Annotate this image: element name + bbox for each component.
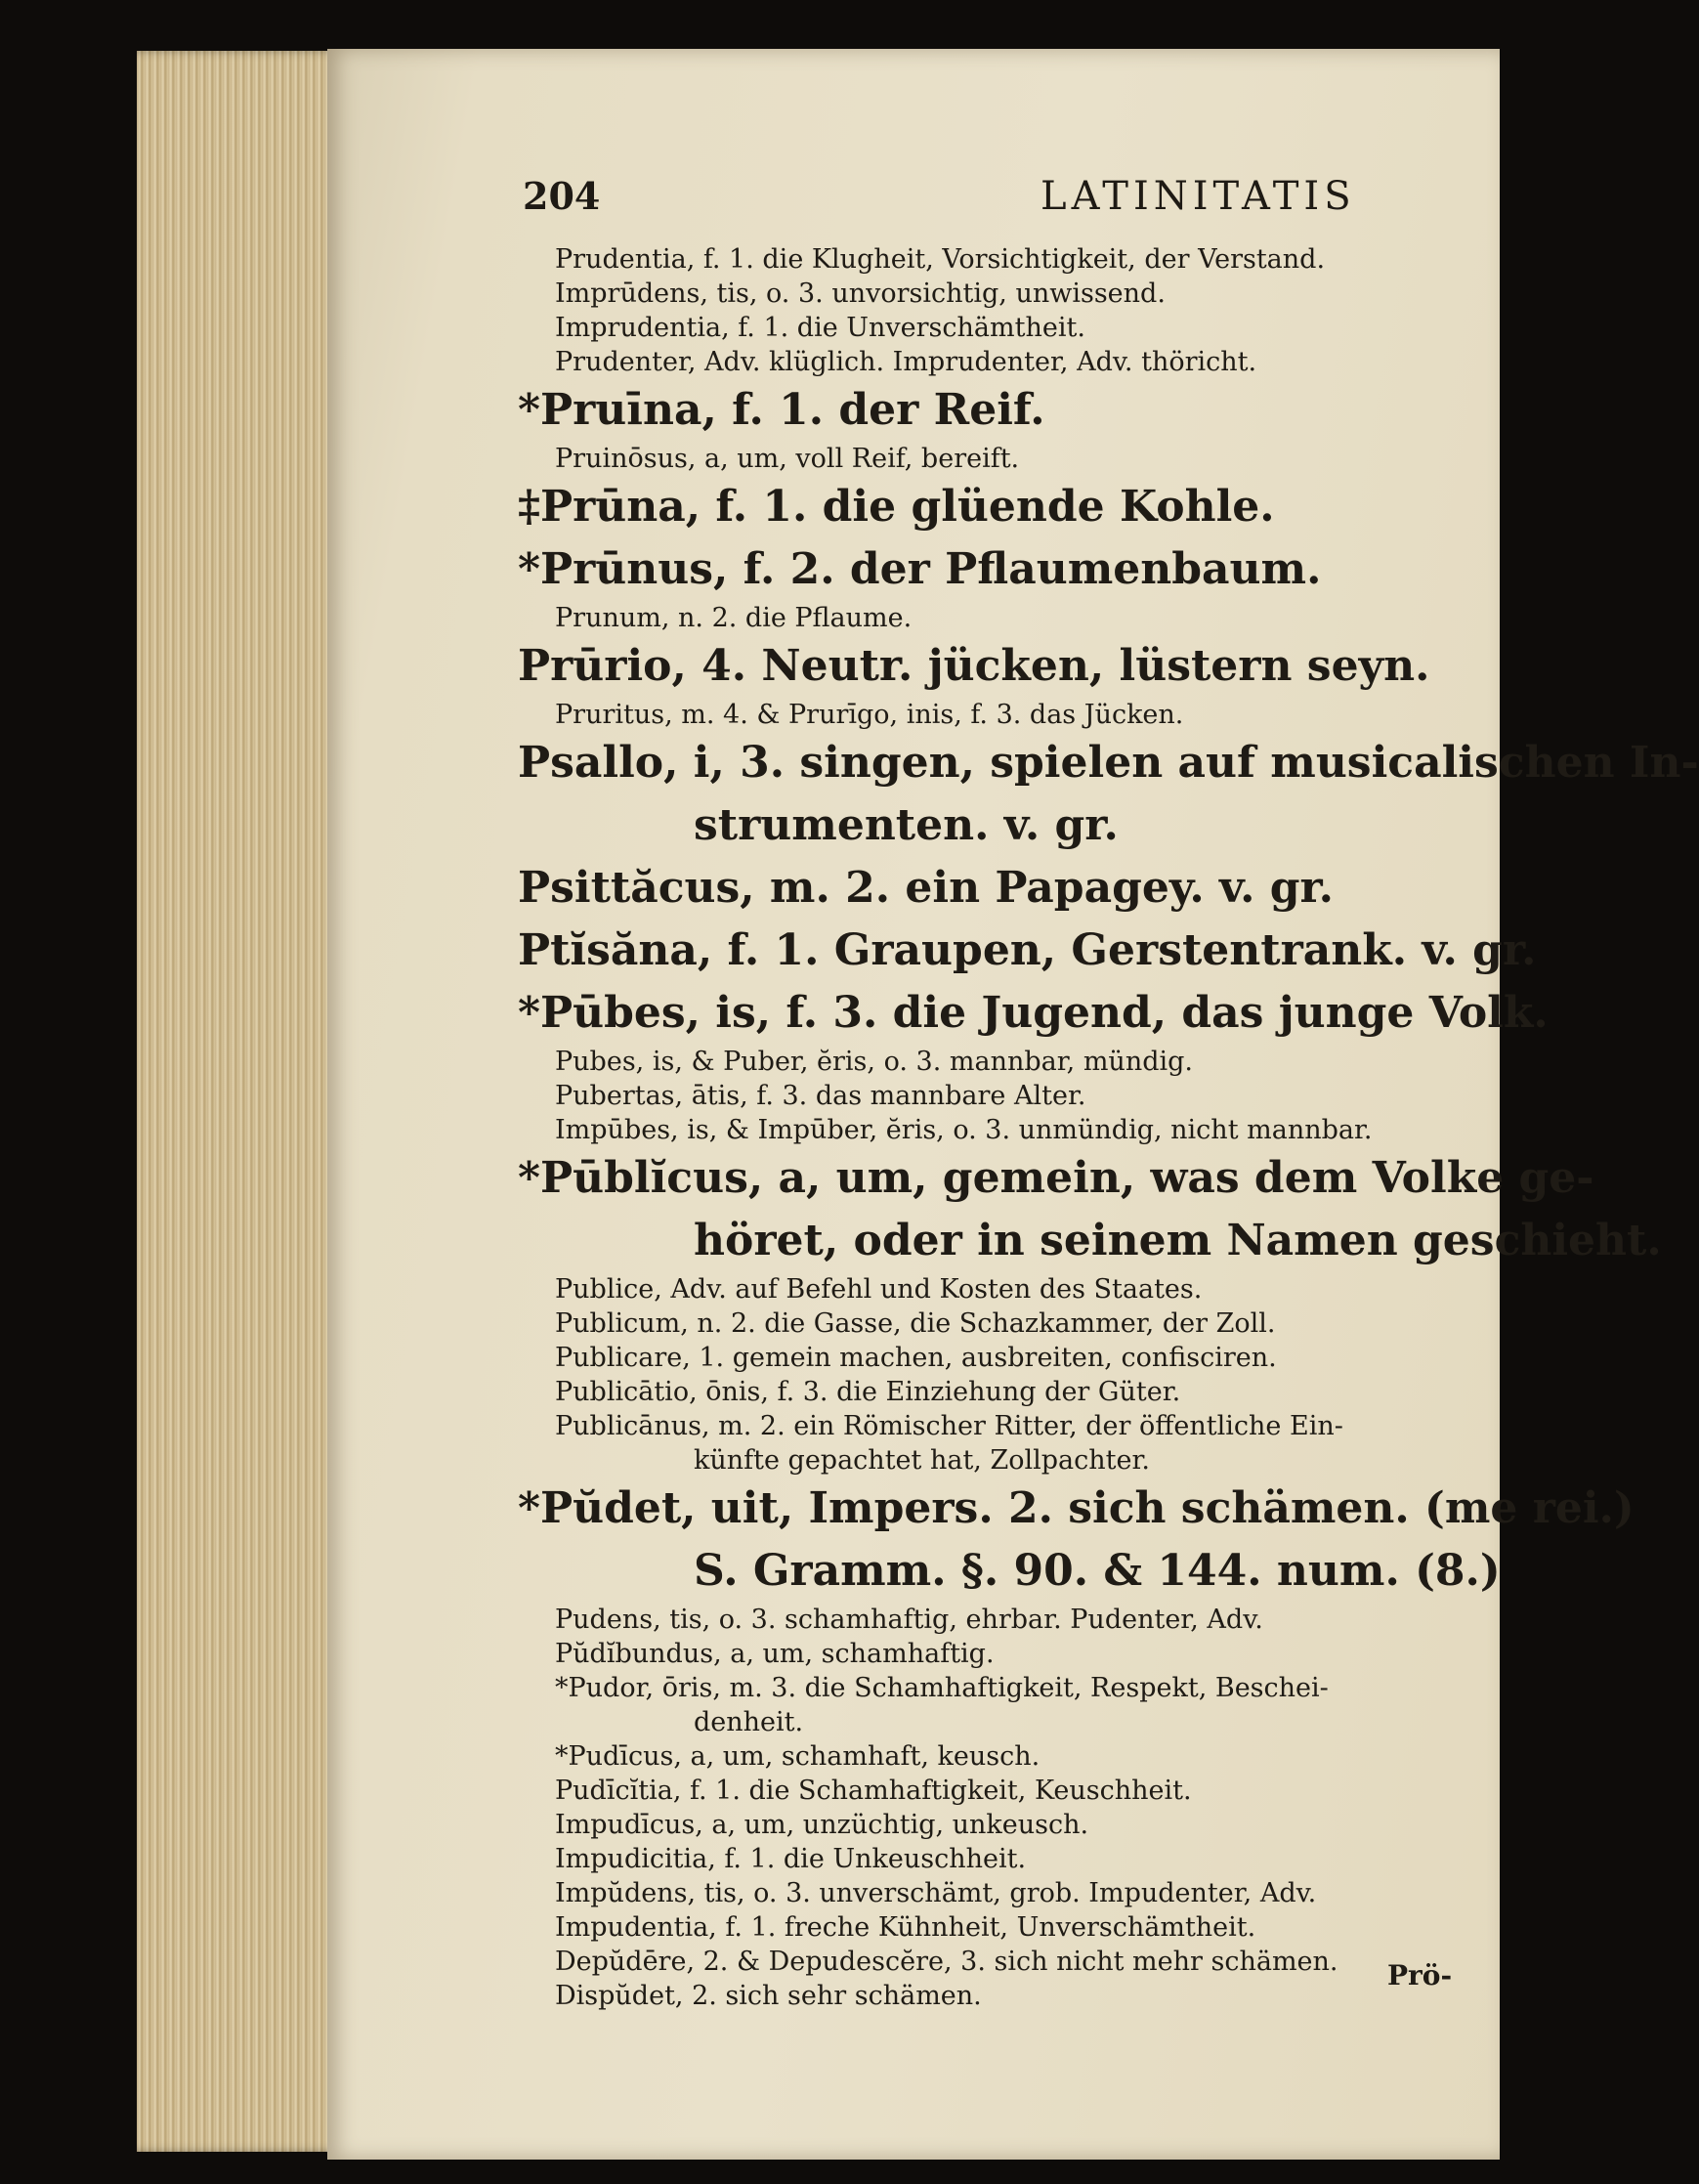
subentry: *Pudor, ōris, m. 3. die Schamhaftigkeit, Respekt, Beschei- (555, 1673, 1329, 1703)
catchword: Prö- (1387, 1959, 1453, 1991)
subentry: Publicum, n. 2. die Gasse, die Schazkammer, der Zoll. (555, 1308, 1276, 1339)
headword-entry: strumenten. v. gr. (694, 800, 1119, 850)
subentry: Prudentia, f. 1. die Klugheit, Vorsichtigkeit, der Verstand. (555, 244, 1326, 275)
subentry: Imprūdens, tis, o. 3. unvorsichtig, unwissend. (555, 278, 1166, 309)
running-head: LATINITATIS (1041, 174, 1356, 219)
headword-entry: Psittăcus, m. 2. ein Papagey. v. gr. (518, 863, 1334, 913)
subentry: Pubes, is, & Puber, ĕris, o. 3. mannbar, mündig. (555, 1047, 1193, 1077)
subentry: Imprudentia, f. 1. die Unverschämtheit. (555, 313, 1085, 343)
page-header (523, 164, 1500, 233)
headword-entry: *Prūnus, f. 2. der Pflaumenbaum. (518, 544, 1322, 594)
headword-entry: höret, oder in seinem Namen geschieht. (694, 1216, 1662, 1265)
subentry: künfte gepachtet hat, Zollpachter. (694, 1445, 1150, 1476)
subentry: Prudenter, Adv. klüglich. Imprudenter, Adv. thöricht. (555, 347, 1257, 377)
subentry: Publicare, 1. gemein machen, ausbreiten, confisciren. (555, 1343, 1277, 1373)
headword-entry: *Pruīna, f. 1. der Reif. (518, 385, 1045, 435)
headword-entry: ‡Prūna, f. 1. die glüende Kohle. (518, 482, 1275, 532)
dictionary-entries (518, 242, 1699, 2013)
subentry: Impudicitia, f. 1. die Unkeuschheit. (555, 1844, 1027, 1874)
subentry: denheit. (694, 1707, 804, 1737)
subentry: Pruritus, m. 4. & Prurīgo, inis, f. 3. das Jücken. (555, 700, 1184, 730)
headword-entry: Psallo, i, 3. singen, spielen auf musicalischen In- (518, 738, 1699, 788)
subentry: Publice, Adv. auf Befehl und Kosten des Staates. (555, 1274, 1203, 1305)
subentry: *Pudīcus, a, um, schamhaft, keusch. (555, 1741, 1041, 1772)
subentry: Impudīcus, a, um, unzüchtig, unkeusch. (555, 1810, 1089, 1840)
headword-entry: Prūrio, 4. Neutr. jücken, lüstern seyn. (518, 641, 1430, 691)
subentry: Prunum, n. 2. die Pflaume. (555, 603, 913, 633)
subentry: Pruinōsus, a, um, voll Reif, bereift. (555, 444, 1020, 474)
subentry: Pŭdĭbundus, a, um, schamhaftig. (555, 1639, 995, 1669)
headword-entry: *Pūblĭcus, a, um, gemein, was dem Volke ge- (518, 1153, 1594, 1203)
subentry: Impŭdens, tis, o. 3. unverschämt, grob. Impudenter, Adv. (555, 1878, 1317, 1908)
page-number: 204 (523, 174, 601, 218)
subentry: Pudīcĭtia, f. 1. die Schamhaftigkeit, Keuschheit. (555, 1776, 1192, 1806)
subentry: Publicātio, ōnis, f. 3. die Einziehung der Güter. (555, 1377, 1181, 1407)
subentry: Pudens, tis, o. 3. schamhaftig, ehrbar. Pudenter, Adv. (555, 1605, 1263, 1635)
subentry: Depŭdēre, 2. & Depudescĕre, 3. sich nicht mehr schämen. (555, 1947, 1338, 1977)
book-page-edges (137, 51, 347, 2152)
headword-entry: Ptĭsăna, f. 1. Graupen, Gerstentrank. v. gr. (518, 925, 1537, 975)
subentry: Dispŭdet, 2. sich sehr schämen. (555, 1981, 982, 2011)
subentry: Impūbes, is, & Impūber, ĕris, o. 3. unmündig, nicht mannbar. (555, 1115, 1373, 1145)
subentry: Publicānus, m. 2. ein Römischer Ritter, der öffentliche Ein- (555, 1411, 1343, 1441)
headword-entry: *Pūbes, is, f. 3. die Jugend, das junge Volk. (518, 988, 1549, 1038)
headword-entry: S. Gramm. §. 90. & 144. num. (8.) (694, 1546, 1501, 1596)
subentry: Impudentia, f. 1. freche Kühnheit, Unverschämtheit. (555, 1912, 1256, 1943)
subentry: Pubertas, ātis, f. 3. das mannbare Alter. (555, 1081, 1086, 1111)
headword-entry: *Pŭdet, uit, Impers. 2. sich schämen. (me rei.) (518, 1483, 1635, 1533)
